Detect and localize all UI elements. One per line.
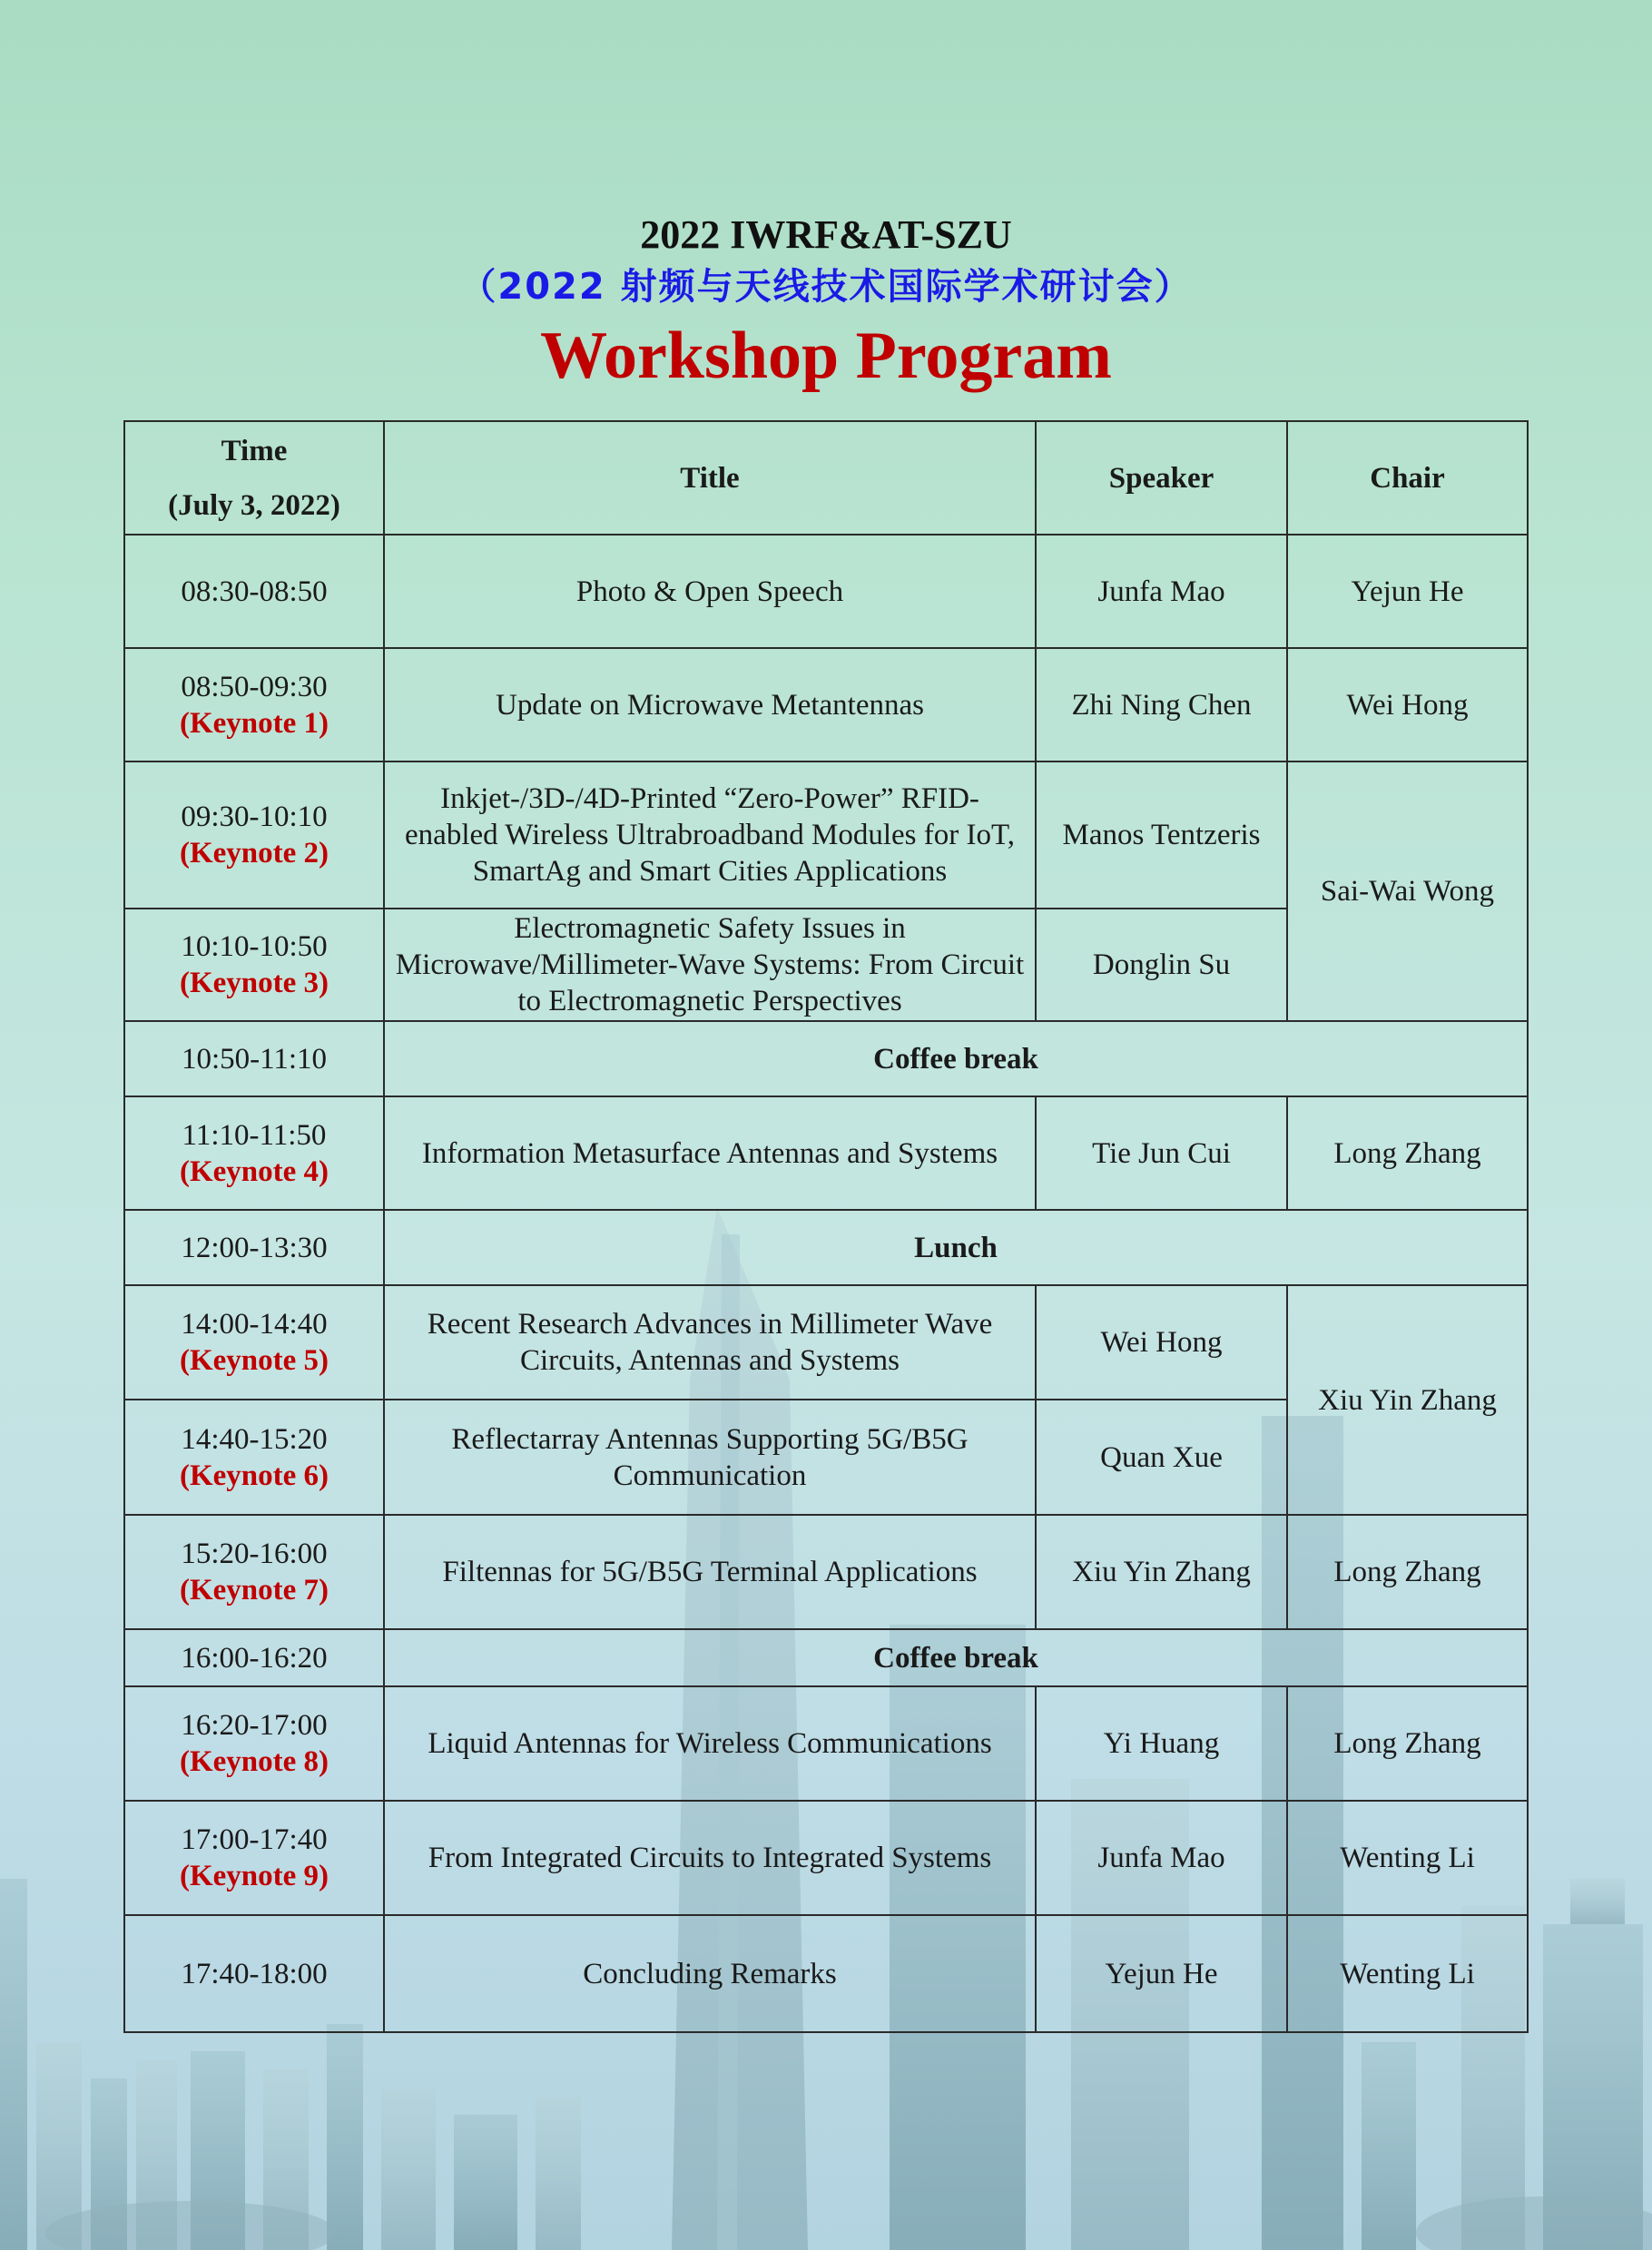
speaker-cell: Yejun He [1036, 1915, 1287, 2032]
header-speaker: Speaker [1036, 421, 1287, 535]
speaker-cell: Manos Tentzeris [1036, 761, 1287, 909]
title-cell: Information Metasurface Antennas and Systems [384, 1096, 1036, 1210]
time-cell: 08:30-08:50 [124, 535, 384, 648]
time-cell [124, 1801, 384, 1915]
speaker-cell: Zhi Ning Chen [1036, 648, 1287, 761]
chair-cell: Wei Hong [1287, 648, 1528, 761]
table-row [124, 761, 1528, 909]
break-cell: Lunch [384, 1210, 1528, 1285]
time-range: 17:00-17:40 [181, 1823, 328, 1856]
time-cell [124, 1285, 384, 1400]
time-range: 11:10-11:50 [182, 1118, 327, 1152]
table-row [124, 1021, 1528, 1096]
time-range: 10:10-10:50 [181, 930, 328, 963]
document-title: Workshop Program [540, 319, 1112, 393]
table-row [124, 1096, 1528, 1210]
table-row [124, 1629, 1528, 1686]
table-header-row [124, 421, 1528, 535]
table-row [124, 1686, 1528, 1801]
time-cell [124, 1096, 384, 1210]
time-range: 14:40-15:20 [181, 1422, 328, 1456]
table-row [124, 1285, 1528, 1400]
title-cell: Concluding Remarks [384, 1915, 1036, 2032]
keynote-label: (Keynote 5) [179, 1344, 329, 1377]
chair-cell: Long Zhang [1287, 1096, 1528, 1210]
time-range: 14:00-14:40 [181, 1308, 328, 1341]
speaker-cell: Donglin Su [1036, 909, 1287, 1021]
header-time [124, 421, 384, 535]
keynote-label: (Keynote 4) [179, 1154, 329, 1188]
header-title: Title [384, 421, 1036, 535]
time-cell [124, 648, 384, 761]
keynote-label: (Keynote 1) [179, 706, 329, 740]
header-chair: Chair [1287, 421, 1528, 535]
document-header [0, 209, 1652, 399]
time-cell: 10:50-11:10 [124, 1021, 384, 1096]
table-row [124, 535, 1528, 648]
time-cell [124, 1515, 384, 1629]
table-row [124, 1801, 1528, 1915]
title-cell: Liquid Antennas for Wireless Communications [384, 1686, 1036, 1801]
chair-cell: Yejun He [1287, 535, 1528, 648]
time-range: 16:20-17:00 [181, 1709, 328, 1742]
chair-cell: Xiu Yin Zhang [1287, 1285, 1528, 1515]
time-range: 09:30-10:10 [181, 801, 328, 833]
title-cell: Inkjet-/3D-/4D-Printed “Zero-Power” RFID-enabled Wireless Ultrabroadband Modules for IoT, SmartAg and Smart Cities Applications [384, 761, 1036, 909]
keynote-label: (Keynote 2) [179, 837, 329, 870]
chair-cell: Long Zhang [1287, 1686, 1528, 1801]
speaker-cell: Tie Jun Cui [1036, 1096, 1287, 1210]
chair-cell: Sai-Wai Wong [1287, 761, 1528, 1021]
title-cell: Electromagnetic Safety Issues in Microwave/Millimeter-Wave Systems: From Circuit to Electromagnetic Perspectives [384, 909, 1036, 1021]
chair-cell: Wenting Li [1287, 1915, 1528, 2032]
time-cell [124, 909, 384, 1021]
conference-name: 2022 IWRF&AT-SZU [640, 212, 1012, 257]
title-cell: Reflectarray Antennas Supporting 5G/B5G Communication [384, 1400, 1036, 1515]
time-range: 08:50-09:30 [181, 670, 328, 703]
keynote-label: (Keynote 9) [179, 1860, 329, 1892]
title-cell: From Integrated Circuits to Integrated Systems [384, 1801, 1036, 1915]
time-range: 15:20-16:00 [181, 1538, 328, 1570]
workshop-program-table [123, 420, 1529, 2033]
keynote-label: (Keynote 6) [179, 1459, 329, 1492]
time-cell: 16:00-16:20 [124, 1629, 384, 1686]
speaker-cell: Quan Xue [1036, 1400, 1287, 1515]
title-cell: Filtennas for 5G/B5G Terminal Applications [384, 1515, 1036, 1629]
title-cell: Update on Microwave Metantennas [384, 648, 1036, 761]
table-row [124, 648, 1528, 761]
title-cell: Photo & Open Speech [384, 535, 1036, 648]
table-row [124, 1210, 1528, 1285]
keynote-label: (Keynote 3) [179, 967, 329, 999]
keynote-label: (Keynote 7) [179, 1574, 329, 1606]
keynote-label: (Keynote 8) [179, 1745, 329, 1778]
time-cell [124, 1400, 384, 1515]
break-cell: Coffee break [384, 1021, 1528, 1096]
time-cell: 12:00-13:30 [124, 1210, 384, 1285]
time-cell [124, 761, 384, 909]
table-row [124, 1915, 1528, 2032]
speaker-cell: Yi Huang [1036, 1686, 1287, 1801]
speaker-cell: Wei Hong [1036, 1285, 1287, 1400]
speaker-cell: Junfa Mao [1036, 1801, 1287, 1915]
speaker-cell: Junfa Mao [1036, 535, 1287, 648]
chair-cell: Wenting Li [1287, 1801, 1528, 1915]
break-cell: Coffee break [384, 1629, 1528, 1686]
chair-cell: Long Zhang [1287, 1515, 1528, 1629]
time-cell [124, 1686, 384, 1801]
header-date-label: (July 3, 2022) [168, 488, 340, 522]
header-time-label: Time [221, 434, 288, 467]
conference-name-chinese: （2022 射频与天线技术国际学术研讨会） [459, 266, 1193, 308]
title-cell: Recent Research Advances in Millimeter Wave Circuits, Antennas and Systems [384, 1285, 1036, 1400]
time-cell: 17:40-18:00 [124, 1915, 384, 2032]
speaker-cell: Xiu Yin Zhang [1036, 1515, 1287, 1629]
table-row [124, 1515, 1528, 1629]
